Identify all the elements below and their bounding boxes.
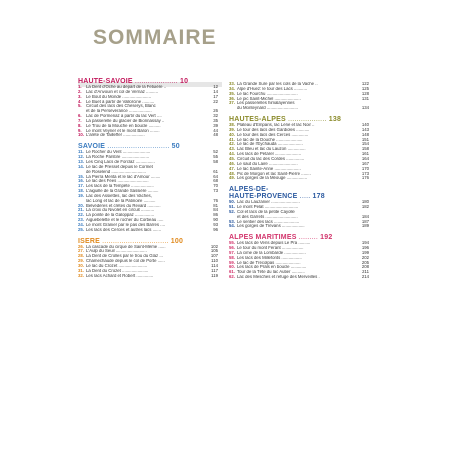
entry-page: 110 [211, 258, 218, 264]
entry-page: 105 [210, 248, 218, 254]
entry-number: 27. [78, 248, 84, 254]
entry-title: Le saut du Laire ........................ [237, 161, 298, 166]
entry-page: 22 [213, 98, 218, 104]
entry-number: 28. [78, 253, 84, 259]
entry-title: Lac de Pormenaz à partir du lac Vert .... [86, 114, 162, 119]
entry-title: et de la Persévérance ................... [86, 109, 152, 114]
entry-title: La cime de la Lombarde .................. [237, 250, 306, 255]
entry-title: du Monteynard .......................... [237, 106, 298, 111]
entry-number: 59. [229, 259, 235, 265]
entry-page: 161 [361, 151, 369, 157]
toc-entry[interactable] [78, 228, 218, 233]
entry-page: 187 [361, 218, 369, 224]
entry-title: La croix du Nivolet en circuit ........... [86, 208, 155, 213]
toc-entries [229, 82, 369, 111]
entry-number: 55. [229, 240, 235, 246]
entry-page: 194 [361, 240, 369, 246]
entry-title: Aiguebelette et le rocher du Corbeau ..... [86, 218, 164, 223]
entry-page: 211 [362, 269, 369, 275]
entry-page: 68 [213, 178, 218, 184]
entry-page: 214 [361, 274, 369, 280]
entry-title: Circuit des lacs des Chéserys, Blanc [86, 104, 156, 109]
section-heading [229, 116, 369, 123]
entry-title: La Dent d'Oche au départ de la Fetuière .. [86, 85, 167, 89]
entry-number: 50. [229, 199, 235, 205]
entry-page: 76 [213, 197, 218, 203]
entry-title: La Dent du Crozet ...................... [86, 268, 149, 273]
section-heading-text: SAVOIE [78, 143, 106, 151]
entry-page: 125 [361, 85, 369, 91]
entry-number: 32. [78, 272, 84, 278]
entry-page: 140 [361, 122, 369, 128]
toc-entry[interactable] [229, 224, 369, 229]
entry-page: 154 [361, 141, 369, 147]
toc-entry[interactable] [229, 275, 369, 280]
entry-page: 170 [361, 165, 369, 171]
entry-number: 36. [229, 95, 235, 101]
entry-title: Le lac de la Douche ...................... [237, 137, 303, 142]
entry-page: 182 [361, 204, 369, 210]
entry-page: 205 [361, 259, 369, 265]
entry-page: 176 [361, 175, 369, 181]
section-heading-page: 192 [318, 234, 333, 242]
entry-page: 26 [213, 108, 218, 114]
entry-page: 70 [213, 183, 218, 189]
entry-title: L'Aulp du Seuil .......................... [86, 249, 147, 254]
entry-number: 33. [229, 81, 235, 86]
entry-title: Le Rocher du Vent ....................... [86, 150, 151, 155]
toc-section [229, 186, 369, 229]
toc-left-column [78, 78, 218, 279]
entry-title: Les lacs des Cerces et autres lacs ....... [86, 227, 161, 232]
entry-number: 42. [229, 141, 235, 147]
toc-entries [229, 200, 369, 229]
entry-page: 12 [213, 84, 218, 89]
entry-number: 26. [78, 243, 84, 249]
entry-number: 19. [78, 192, 84, 198]
entry-title: Alpe d'Huez: le tour des Lacs ........... [237, 86, 308, 91]
entry-number: 44. [229, 151, 235, 157]
entry-title: et des Garrets ........................... [237, 214, 298, 219]
toc-section [229, 82, 369, 111]
entry-page: 39 [213, 122, 218, 128]
entry-title: Les lacs de Pétarel ...................... [237, 152, 302, 157]
entry-title: Les gorges de la Méouge ................. [237, 176, 307, 181]
entry-title: Les passerelles himalayennes [237, 101, 295, 106]
section-heading-text: ISÈRE [78, 237, 101, 245]
entry-title: La pointe de la Galoppaz ................ [86, 213, 155, 218]
section-heading-page: 178 [310, 193, 325, 201]
toc-entry[interactable] [78, 133, 218, 138]
section-heading-text: HAUTE-PROVENCE [229, 193, 298, 201]
entry-title: Le lac Fourchu .......................... [237, 91, 298, 96]
toc-section [229, 234, 369, 280]
entry-title: Le Buet à partir de Vallorcine .......... [86, 99, 155, 104]
entry-number: 34. [229, 85, 235, 91]
entry-number: 39. [229, 126, 235, 132]
entry-page: 202 [361, 254, 369, 260]
entry-number: 56. [229, 245, 235, 251]
entry-number: 25. [78, 226, 84, 232]
entry-number: 29. [78, 258, 84, 264]
entry-number: 13. [78, 158, 84, 164]
entry-page: 96 [213, 226, 218, 232]
section-heading-line2 [229, 193, 369, 200]
entry-title: Lac du Lauzanier ........................ [237, 200, 300, 205]
entry-page: 117 [211, 267, 218, 273]
entry-title: La Pierra Menta et le lac d'Amour ........ [86, 174, 161, 179]
entry-number: 16. [78, 178, 84, 184]
entry-page: 128 [361, 90, 369, 96]
entry-page: 93 [213, 221, 218, 227]
entry-page: 184 [361, 213, 369, 219]
entry-page: 14 [213, 88, 218, 94]
entry-page: 107 [210, 253, 218, 259]
entry-title: Le lac Sainte-Anne ...................... [237, 166, 301, 171]
toc-section [78, 78, 218, 138]
entry-page: 164 [361, 155, 369, 161]
toc-entries [78, 85, 218, 138]
entry-number: 22. [78, 212, 84, 218]
section-heading-text: HAUTE-SAVOIE [78, 78, 133, 85]
entry-number: 21. [78, 207, 84, 213]
entry-title: Chamechaude depuis le col de Porte ...... [86, 259, 165, 264]
toc-right-column [229, 82, 369, 280]
toc-entries [229, 123, 369, 181]
entry-page: 131 [361, 95, 369, 101]
entry-page: 86 [213, 212, 218, 218]
entry-title: L'aiguille de la Grande Sassière ......... [86, 189, 159, 194]
section-heading-dots: .................. [285, 116, 327, 124]
entry-number: 53. [229, 218, 235, 224]
entry-title: Les lacs de Prals en boucle ............. [237, 265, 307, 270]
entry-number: 60. [229, 264, 235, 270]
entry-title: L'arête de Tailleffer .................. [86, 133, 145, 138]
section-heading-page: 138 [326, 116, 342, 124]
entry-title: La cascade du cirque de Saint-Même ...... [86, 244, 166, 249]
section-heading-page: 50 [169, 143, 180, 151]
toc-section [78, 143, 218, 232]
entry-title: Le tour des lacs des Cerces .............. [237, 132, 309, 137]
entry-number: 11. [78, 149, 84, 155]
entry-page: 90 [213, 217, 218, 223]
entry-number: 52. [229, 208, 235, 214]
section-heading-page: 10 [177, 78, 189, 85]
entry-page: 189 [361, 223, 369, 229]
entry-title: Tour de la Tête du lac Autier ........... [237, 270, 305, 275]
entry-number: 41. [229, 136, 235, 142]
entry-title: Le Bout du Monde ........................ [86, 94, 151, 99]
toc-section [78, 238, 218, 279]
entry-title: Lac Bleu et lac du Lauzon ............... [237, 147, 306, 152]
entry-number: 57. [229, 249, 235, 255]
entry-title: Le mont Veyrier et le mont Baron ........ [86, 128, 160, 133]
entry-title: La Grande Sure par les cols de la Vache .. [237, 82, 318, 86]
entry-title: Lac d'Anvouin et col de Vernaz .......... [86, 89, 159, 94]
entry-number: 1. [78, 84, 82, 89]
entry-page: 180 [361, 199, 369, 205]
entry-title: Le lac de Presset depuis le Cormet [86, 164, 153, 169]
entry-page: 17 [213, 93, 218, 99]
entry-number: 9. [78, 127, 82, 133]
entry-page: 199 [361, 249, 369, 255]
entry-number: 14. [78, 163, 84, 169]
toc-entries [78, 245, 218, 279]
entry-number: 43. [229, 146, 235, 152]
section-heading-text: HAUTES-ALPES [229, 116, 286, 124]
page-title: SOMMAIRE [93, 26, 217, 49]
entry-title: Le Trou de la Mouche en boucle .......... [86, 123, 161, 128]
entry-number: 48. [229, 170, 235, 176]
entry-page: 134 [361, 105, 369, 111]
entry-title: lac Long et lac de la Patinoire .......... [86, 198, 156, 203]
entry-page: 196 [361, 245, 369, 251]
entry-title: Col et lacs de la petite Cayolle [237, 209, 295, 214]
entry-title: La passerelle du glacier de Bionnassay .. [86, 118, 165, 123]
entry-number: 51. [229, 204, 235, 210]
section-heading-text: ALPES MARITIMES [229, 234, 297, 242]
entry-page: 102 [210, 243, 218, 249]
entry-number: 61. [229, 269, 235, 275]
toc-entry[interactable] [229, 106, 369, 111]
entry-page: 58 [213, 158, 218, 164]
entry-title: La Roche Parstire ....................... [86, 155, 150, 160]
entry-page: 143 [361, 126, 369, 132]
entry-number: 23. [78, 217, 84, 223]
entry-number: 17. [78, 183, 84, 189]
entry-title: Les gorges de Trévans ................... [237, 224, 305, 229]
entry-title: Belvédères et crêtes du Revard ........... [86, 203, 161, 208]
entry-number: 49. [229, 175, 235, 181]
toc-entries [229, 241, 369, 280]
entry-number: 4. [78, 98, 82, 104]
entry-title: Les lacs de Vens depuis Le Pra .......... [237, 241, 311, 246]
entry-number: 58. [229, 254, 235, 260]
entry-number [229, 106, 237, 111]
entry-number: 62. [229, 274, 235, 280]
section-heading [229, 186, 369, 200]
entry-page: 122 [361, 81, 369, 86]
entry-number: 20. [78, 202, 84, 208]
entry-title: Les lacs des Millefonts ................. [237, 255, 302, 260]
toc-entry[interactable] [229, 176, 369, 181]
entry-page: 32 [213, 113, 218, 119]
entry-page: 64 [213, 173, 218, 179]
entry-number: 54. [229, 223, 235, 229]
entry-title: Les lacs de la Tempête ................... [86, 184, 154, 189]
entry-title: Les Cinq Lacs de Forclaz ................ [86, 159, 155, 164]
entry-page: 52 [213, 149, 218, 155]
entry-number: 3. [78, 93, 82, 99]
section-heading [78, 238, 218, 245]
entry-number: 5. [78, 103, 82, 109]
entry-number: 24. [78, 221, 84, 227]
section-heading-dots: ..... [297, 193, 311, 201]
section-heading [78, 78, 218, 85]
entry-page: 81 [213, 202, 218, 208]
section-heading-dots: .................... [132, 78, 178, 85]
entry-title: Le sentier des lacs ..................... [237, 219, 300, 224]
entry-page: 61 [213, 168, 218, 174]
entry-page: 208 [361, 264, 369, 270]
entry-number: 40. [229, 131, 235, 137]
entry-title: Le tour du mont Férant .................. [237, 246, 304, 251]
entry-title: Plateau d'Emparis, lac Lérié et lac Noir .. [237, 123, 315, 128]
section-heading [229, 234, 369, 241]
entry-title: Le lac des Fées .......................... [86, 179, 149, 184]
entry-page: 73 [213, 188, 218, 194]
entry-title: Pic de Morgon et lac Saint-Pierre ........ [237, 171, 311, 176]
entry-number: 45. [229, 155, 235, 161]
entry-page: 173 [361, 170, 369, 176]
entry-number: 35. [229, 90, 235, 96]
toc-section [229, 116, 369, 181]
entry-number: 8. [78, 122, 82, 128]
entry-title: Lac des Mesches et refuge des Merveilles . [237, 275, 320, 280]
entry-title: Le tour des lacs des Gardioles ........... [237, 127, 310, 132]
section-heading-dots: ......... [296, 234, 319, 242]
section-heading-line1: ALPES-DE- [229, 186, 269, 194]
entry-title: Le mont Pelat ............................ [237, 205, 299, 210]
entry-title: Le pic Saint-Michel ...................... [237, 96, 301, 101]
entry-number: 6. [78, 113, 82, 119]
entry-page: 167 [361, 160, 369, 166]
entry-title: Les lacs Achard et Robert .............. [86, 273, 154, 278]
entry-number: 30. [78, 263, 84, 268]
entry-title: Le mont Granier par le pas des Barres .... [86, 222, 166, 227]
entry-page: 44 [213, 127, 218, 133]
entry-number: 37. [229, 100, 235, 106]
entry-number: 15. [78, 173, 84, 179]
entry-number: 2. [78, 88, 82, 94]
entry-page: 55 [213, 154, 218, 160]
entry-number: 38. [229, 122, 235, 128]
toc-entry[interactable] [78, 274, 218, 279]
section-heading-page: 100 [168, 237, 184, 245]
entry-page: 114 [211, 263, 218, 268]
entry-number: 12. [78, 154, 84, 160]
toc-entries [78, 150, 218, 232]
entry-number: 7. [78, 117, 82, 123]
entry-title: de Roselend ............................. [86, 169, 146, 174]
entry-page: 35 [213, 117, 218, 123]
entry-number: 18. [78, 188, 84, 194]
entry-title: Le lac de Trécolpas ..................... [237, 260, 301, 265]
entry-page: 48 [213, 132, 218, 138]
section-heading-dots: ............................. [105, 143, 170, 151]
entry-page: 148 [361, 131, 369, 137]
entry-page: 84 [213, 207, 218, 213]
entry-page: 151 [361, 136, 369, 142]
entry-number: 47. [229, 165, 235, 171]
entry-page: 119 [211, 272, 218, 278]
section-heading [78, 143, 218, 150]
entry-title: Le lac du Crozet ........................ [86, 264, 148, 268]
entry-title: Circuit du lac des Cordes ............... [237, 156, 305, 161]
entry-number: 10. [78, 132, 84, 138]
entry-title: Lac des Assiettes, lac des Vaches, [86, 193, 152, 198]
entry-title: Le lac de l'Eychauda ..................... [237, 142, 303, 147]
entry-number: 31. [78, 267, 84, 273]
entry-page: 158 [361, 146, 369, 152]
entry-title: La Dent de Crolles par le trou du Glaz ... [86, 254, 163, 259]
entry-number: 46. [229, 160, 235, 166]
section-heading-dots: ............................... [100, 237, 169, 245]
